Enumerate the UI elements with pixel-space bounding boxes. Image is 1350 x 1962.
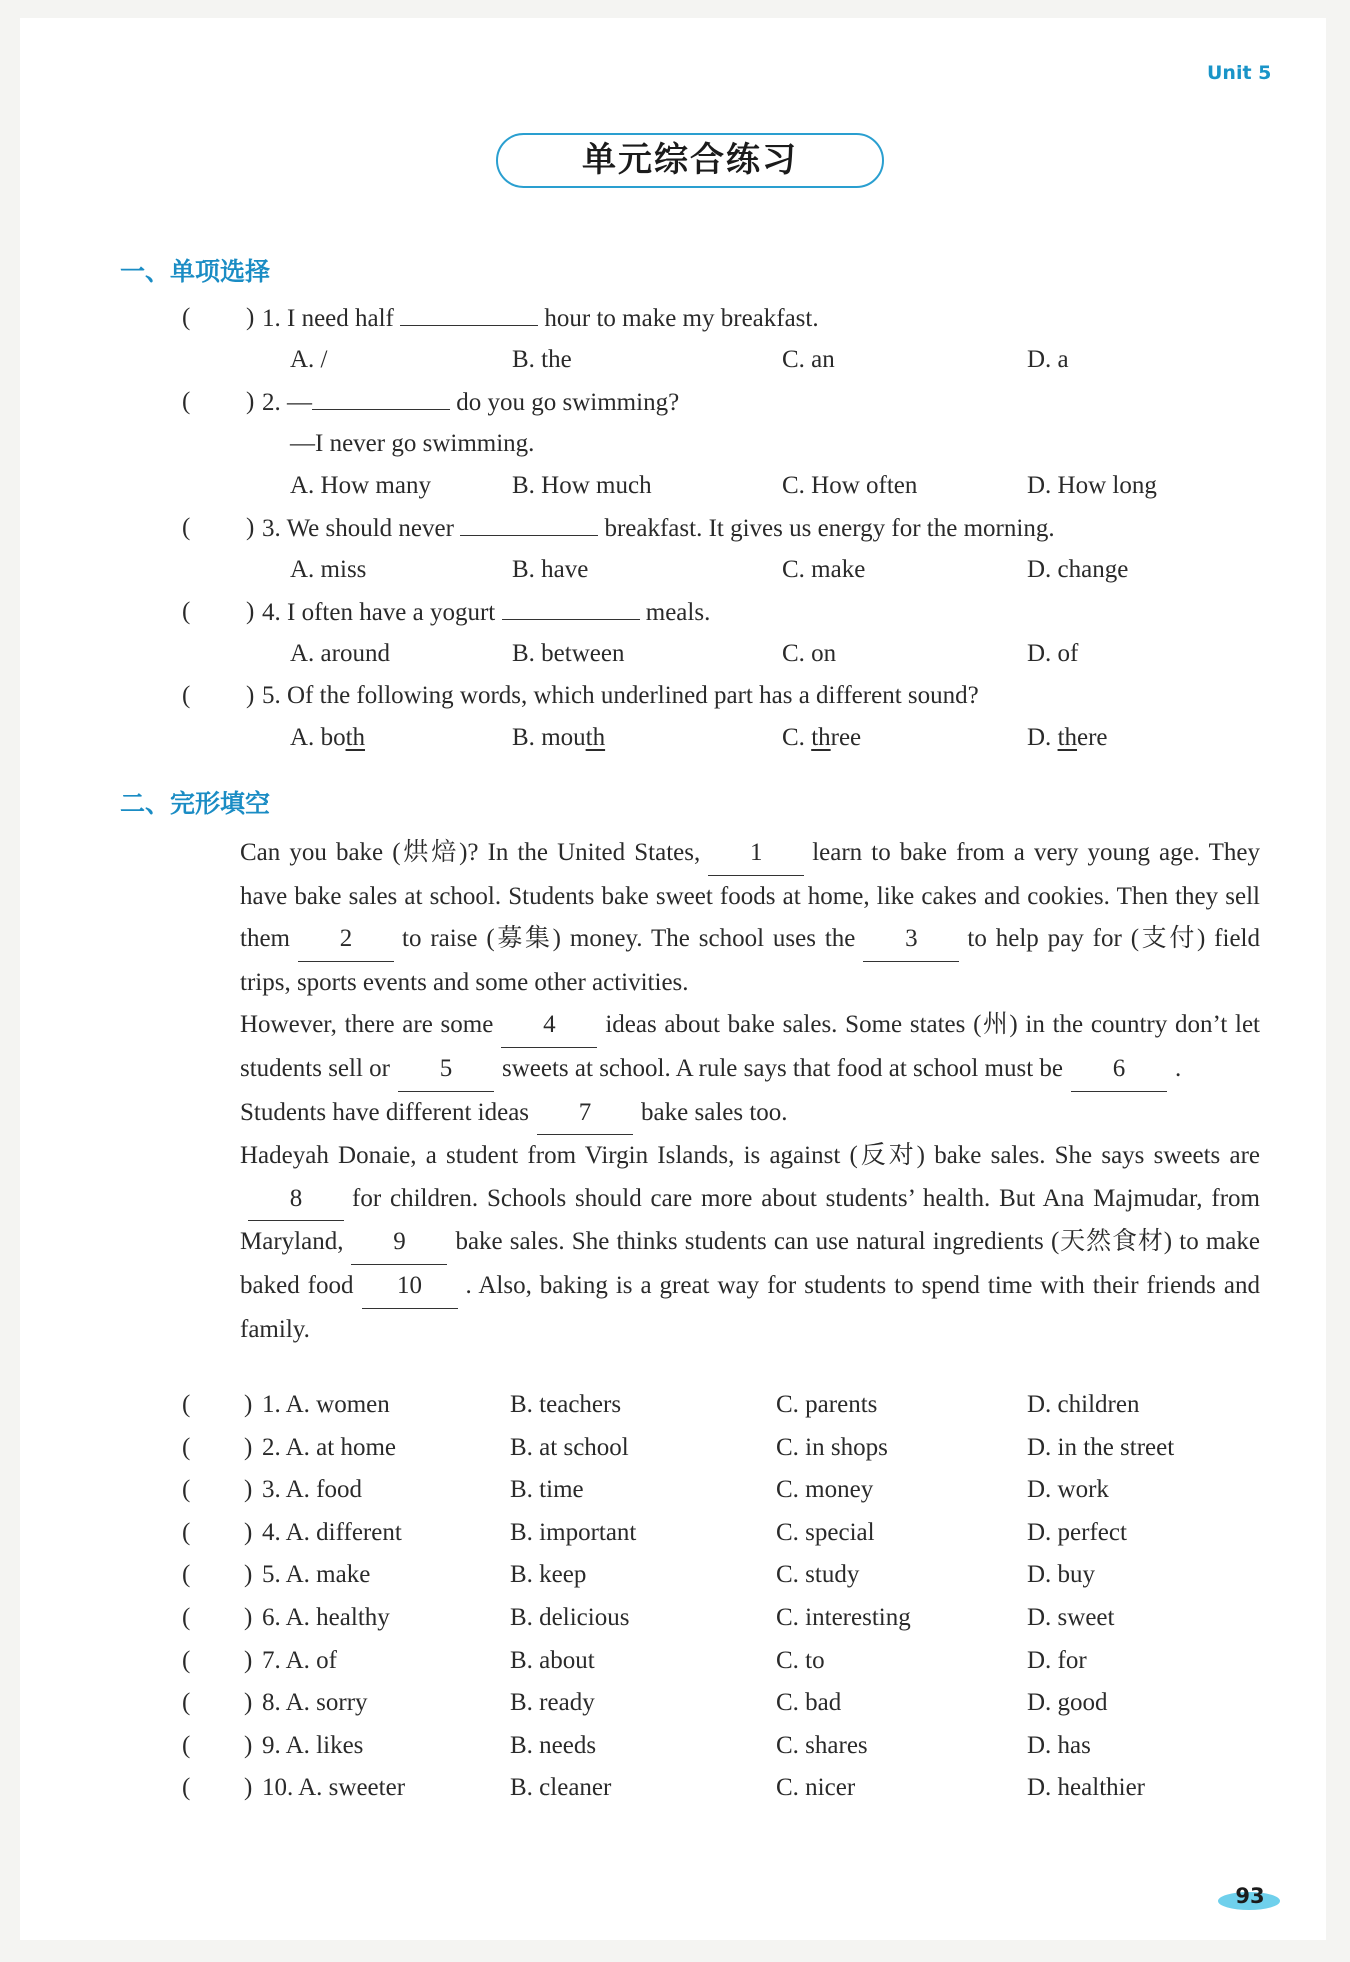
answer-paren-close: ) (244, 1518, 253, 1546)
question-pre: — (287, 389, 312, 416)
option-c[interactable]: C. bad (776, 1689, 842, 1717)
question-number: 3. (262, 515, 281, 542)
cloze-blank-8[interactable]: 8 (248, 1178, 344, 1222)
answer-blank[interactable] (502, 597, 640, 620)
passage-text: bake sales too. (641, 1098, 788, 1126)
answer-paren-close: ) (244, 1646, 253, 1674)
option-c[interactable]: C. nicer (776, 1774, 856, 1802)
passage-text: Hadeyah Donaie, a student from Virgin Islands, is against (反对) bake sales. She says sweets are (240, 1142, 1260, 1170)
underlined-part: th (345, 724, 366, 751)
passage-text: However, there are some (240, 1011, 494, 1039)
question-number: 1. (262, 305, 281, 332)
option-word-part: ere (1077, 724, 1108, 751)
answer-paren-open[interactable]: ( (182, 304, 191, 331)
question-2-line2: —I never go swimming. (290, 430, 535, 457)
option-letter: C. (782, 724, 812, 751)
option-a[interactable]: 6. A. healthy (262, 1604, 390, 1631)
option-c[interactable]: C. in shops (776, 1433, 888, 1461)
option-letter: A. (290, 724, 321, 751)
question-pre: We should never (286, 515, 454, 542)
option-b[interactable]: B. time (510, 1476, 584, 1504)
option-b[interactable]: B. have (512, 556, 589, 583)
answer-paren-close: ) (246, 598, 255, 625)
answer-paren-open[interactable]: ( (182, 1604, 191, 1631)
answer-paren-close: ) (244, 1476, 253, 1504)
option-d[interactable]: D. healthier (1027, 1774, 1146, 1802)
option-c[interactable]: C. an (782, 346, 835, 373)
passage-text: Can you bake (烘焙)? In the United States, (240, 839, 701, 866)
answer-paren-open[interactable]: ( (182, 1518, 191, 1546)
option-b[interactable]: B. cleaner (510, 1774, 612, 1802)
passage-text: Students have different ideas (240, 1098, 530, 1126)
option-word-part: ree (830, 724, 862, 751)
option-d[interactable]: D. change (1027, 556, 1129, 583)
question-text (262, 513, 1055, 544)
option-a[interactable]: 10. A. sweeter (262, 1774, 406, 1802)
question-text (262, 681, 979, 711)
question-post: breakfast. It gives us energy for the morning. (604, 515, 1055, 542)
answer-blank[interactable] (460, 513, 598, 536)
option-b[interactable]: B. delicious (510, 1604, 630, 1631)
passage-paragraph-2 (180, 1004, 1260, 1091)
cloze-blank-1[interactable]: 1 (708, 832, 804, 876)
option-b[interactable]: B. ready (510, 1689, 595, 1717)
option-a[interactable]: A. around (290, 640, 390, 667)
option-b[interactable] (512, 723, 605, 753)
section-heading-single-choice: 一、单项选择 (120, 257, 271, 286)
answer-paren-open[interactable]: ( (182, 598, 191, 625)
option-c[interactable]: C. money (776, 1476, 874, 1504)
answer-paren-close: ) (244, 1561, 253, 1589)
passage-text: to help pay for (支付) field trips, sports events and some other activities. (240, 925, 1260, 996)
option-a[interactable]: 7. A. of (262, 1646, 337, 1674)
question-post: hour to make my breakfast. (544, 305, 819, 332)
underlined-part: th (1057, 724, 1078, 751)
question-number: 2. (262, 389, 281, 416)
passage-text: for children. Schools should care more about students’ health. But Ana Majmudar, from Maryland, (240, 1184, 1260, 1256)
option-letter: D. (1027, 724, 1058, 751)
option-c[interactable]: C. interesting (776, 1604, 911, 1631)
underlined-part: th (811, 724, 831, 751)
answer-blank[interactable] (400, 303, 538, 326)
option-d[interactable]: D. sweet (1027, 1604, 1115, 1631)
option-d[interactable]: D. for (1027, 1646, 1087, 1674)
question-post: meals. (645, 599, 711, 626)
option-d[interactable]: D. good (1027, 1689, 1108, 1717)
option-b[interactable]: B. about (510, 1646, 595, 1674)
option-d[interactable]: D. buy (1027, 1561, 1096, 1589)
option-b[interactable]: B. teachers (510, 1391, 622, 1418)
answer-paren-close: ) (246, 682, 255, 709)
option-b[interactable]: B. between (512, 640, 625, 667)
option-c[interactable]: C. shares (776, 1731, 868, 1759)
answer-paren-close: ) (244, 1391, 253, 1418)
cloze-blank-3[interactable]: 3 (863, 918, 959, 962)
answer-paren-close: ) (244, 1689, 253, 1717)
answer-paren-open[interactable]: ( (182, 1774, 191, 1802)
option-a[interactable]: 5. A. make (262, 1561, 371, 1589)
cloze-blank-7[interactable]: 7 (537, 1092, 633, 1136)
option-c[interactable]: C. parents (776, 1391, 878, 1418)
question-text (262, 387, 679, 418)
answer-paren-open[interactable]: ( (182, 682, 191, 709)
answer-paren-open[interactable]: ( (182, 1433, 191, 1461)
option-a[interactable] (290, 723, 365, 753)
option-a[interactable]: A. How many (290, 472, 431, 499)
option-a[interactable]: 9. A. likes (262, 1731, 364, 1759)
option-b[interactable]: B. the (512, 346, 572, 373)
answer-blank[interactable] (312, 387, 450, 410)
passage-paragraph-3 (180, 1092, 1260, 1136)
option-c[interactable]: C. to (776, 1646, 825, 1674)
answer-paren-close: ) (246, 514, 255, 541)
cloze-passage (180, 832, 1260, 1351)
section-heading-cloze: 二、完形填空 (120, 789, 271, 818)
option-a[interactable]: 2. A. at home (262, 1433, 397, 1461)
cloze-blank-6[interactable]: 6 (1071, 1048, 1167, 1092)
option-d[interactable]: D. perfect (1027, 1518, 1127, 1546)
option-a[interactable]: 8. A. sorry (262, 1689, 368, 1717)
answer-paren-open[interactable]: ( (182, 1731, 191, 1759)
cloze-blank-10[interactable]: 10 (362, 1265, 458, 1309)
option-b[interactable]: B. How much (512, 472, 652, 499)
option-b[interactable]: B. important (510, 1518, 637, 1546)
answer-paren-open[interactable]: ( (182, 514, 191, 541)
answer-paren-close: ) (244, 1731, 253, 1759)
option-d[interactable]: D. of (1027, 640, 1079, 667)
cloze-blank-9[interactable]: 9 (351, 1221, 447, 1265)
page-number: 93 (1235, 1884, 1265, 1908)
option-d[interactable] (1027, 723, 1108, 753)
option-c[interactable]: C. study (776, 1561, 860, 1589)
passage-text: . (1175, 1054, 1182, 1082)
option-d[interactable]: D. in the street (1027, 1433, 1175, 1461)
option-a[interactable]: A. miss (290, 556, 367, 583)
answer-paren-close: ) (244, 1604, 253, 1631)
option-c[interactable]: C. How often (782, 472, 918, 499)
question-post: do you go swimming? (456, 389, 680, 416)
passage-text: learn to bake from a very young age. They have bake sales at school. Students bake sweet foods at home, like cakes and cookies. Then they sell them (240, 839, 1260, 953)
option-a[interactable]: 4. A. different (262, 1518, 402, 1546)
underlined-part: th (585, 724, 606, 751)
answer-paren-open[interactable]: ( (182, 1689, 191, 1717)
passage-paragraph-4 (180, 1135, 1260, 1351)
option-d[interactable]: D. How long (1027, 472, 1157, 499)
option-word-part: mou (541, 724, 586, 751)
option-b[interactable]: B. at school (510, 1433, 629, 1461)
passage-paragraph-1 (180, 832, 1260, 1004)
question-number: 5. (262, 682, 281, 709)
option-c[interactable]: C. special (776, 1518, 875, 1546)
page-title: 单元综合练习 (496, 133, 884, 188)
option-a[interactable]: 3. A. food (262, 1476, 362, 1504)
option-word-part: bo (320, 724, 346, 751)
question-text (262, 597, 710, 628)
option-d[interactable]: D. has (1027, 1731, 1091, 1759)
passage-text: bake sales. She thinks students can use natural ingredients (天然食材) to make baked food (240, 1228, 1260, 1299)
passage-text: sweets at school. A rule says that food at school must be (502, 1054, 1064, 1082)
passage-text: . Also, baking is a great way for students to spend time with their friends and family. (240, 1271, 1260, 1343)
cloze-blank-4[interactable]: 4 (501, 1004, 597, 1048)
option-c[interactable]: C. on (782, 640, 837, 667)
option-d[interactable]: D. children (1027, 1391, 1140, 1418)
question-text (262, 303, 819, 334)
option-b[interactable]: B. needs (510, 1731, 597, 1759)
option-c[interactable] (782, 723, 861, 753)
passage-text: ideas about bake sales. Some states (州) in the country don’t let students sell or (240, 1011, 1260, 1082)
answer-paren-open[interactable]: ( (182, 1646, 191, 1674)
cloze-blank-2[interactable]: 2 (298, 918, 394, 962)
passage-text: to raise (募集) money. The school uses the (402, 925, 856, 953)
question-number: 4. (262, 599, 281, 626)
option-a[interactable]: A. / (290, 346, 328, 373)
question-pre: I need half (287, 305, 394, 332)
option-letter: B. (512, 724, 542, 751)
option-a[interactable]: 1. A. women (262, 1391, 390, 1418)
question-body: Of the following words, which underlined part has a different sound? (287, 682, 979, 709)
question-pre: I often have a yogurt (287, 599, 496, 626)
answer-paren-close: ) (246, 388, 255, 415)
cloze-blank-5[interactable]: 5 (398, 1048, 494, 1092)
answer-paren-open[interactable]: ( (182, 1561, 191, 1589)
answer-paren-open[interactable]: ( (182, 1391, 191, 1418)
option-d[interactable]: D. work (1027, 1476, 1109, 1504)
option-c[interactable]: C. make (782, 556, 866, 583)
answer-paren-close: ) (244, 1774, 253, 1802)
answer-paren-close: ) (244, 1433, 253, 1461)
option-d[interactable]: D. a (1027, 346, 1069, 373)
option-b[interactable]: B. keep (510, 1561, 587, 1589)
answer-paren-close: ) (246, 304, 255, 331)
unit-label: Unit 5 (1207, 62, 1272, 84)
answer-paren-open[interactable]: ( (182, 1476, 191, 1504)
answer-paren-open[interactable]: ( (182, 388, 191, 415)
